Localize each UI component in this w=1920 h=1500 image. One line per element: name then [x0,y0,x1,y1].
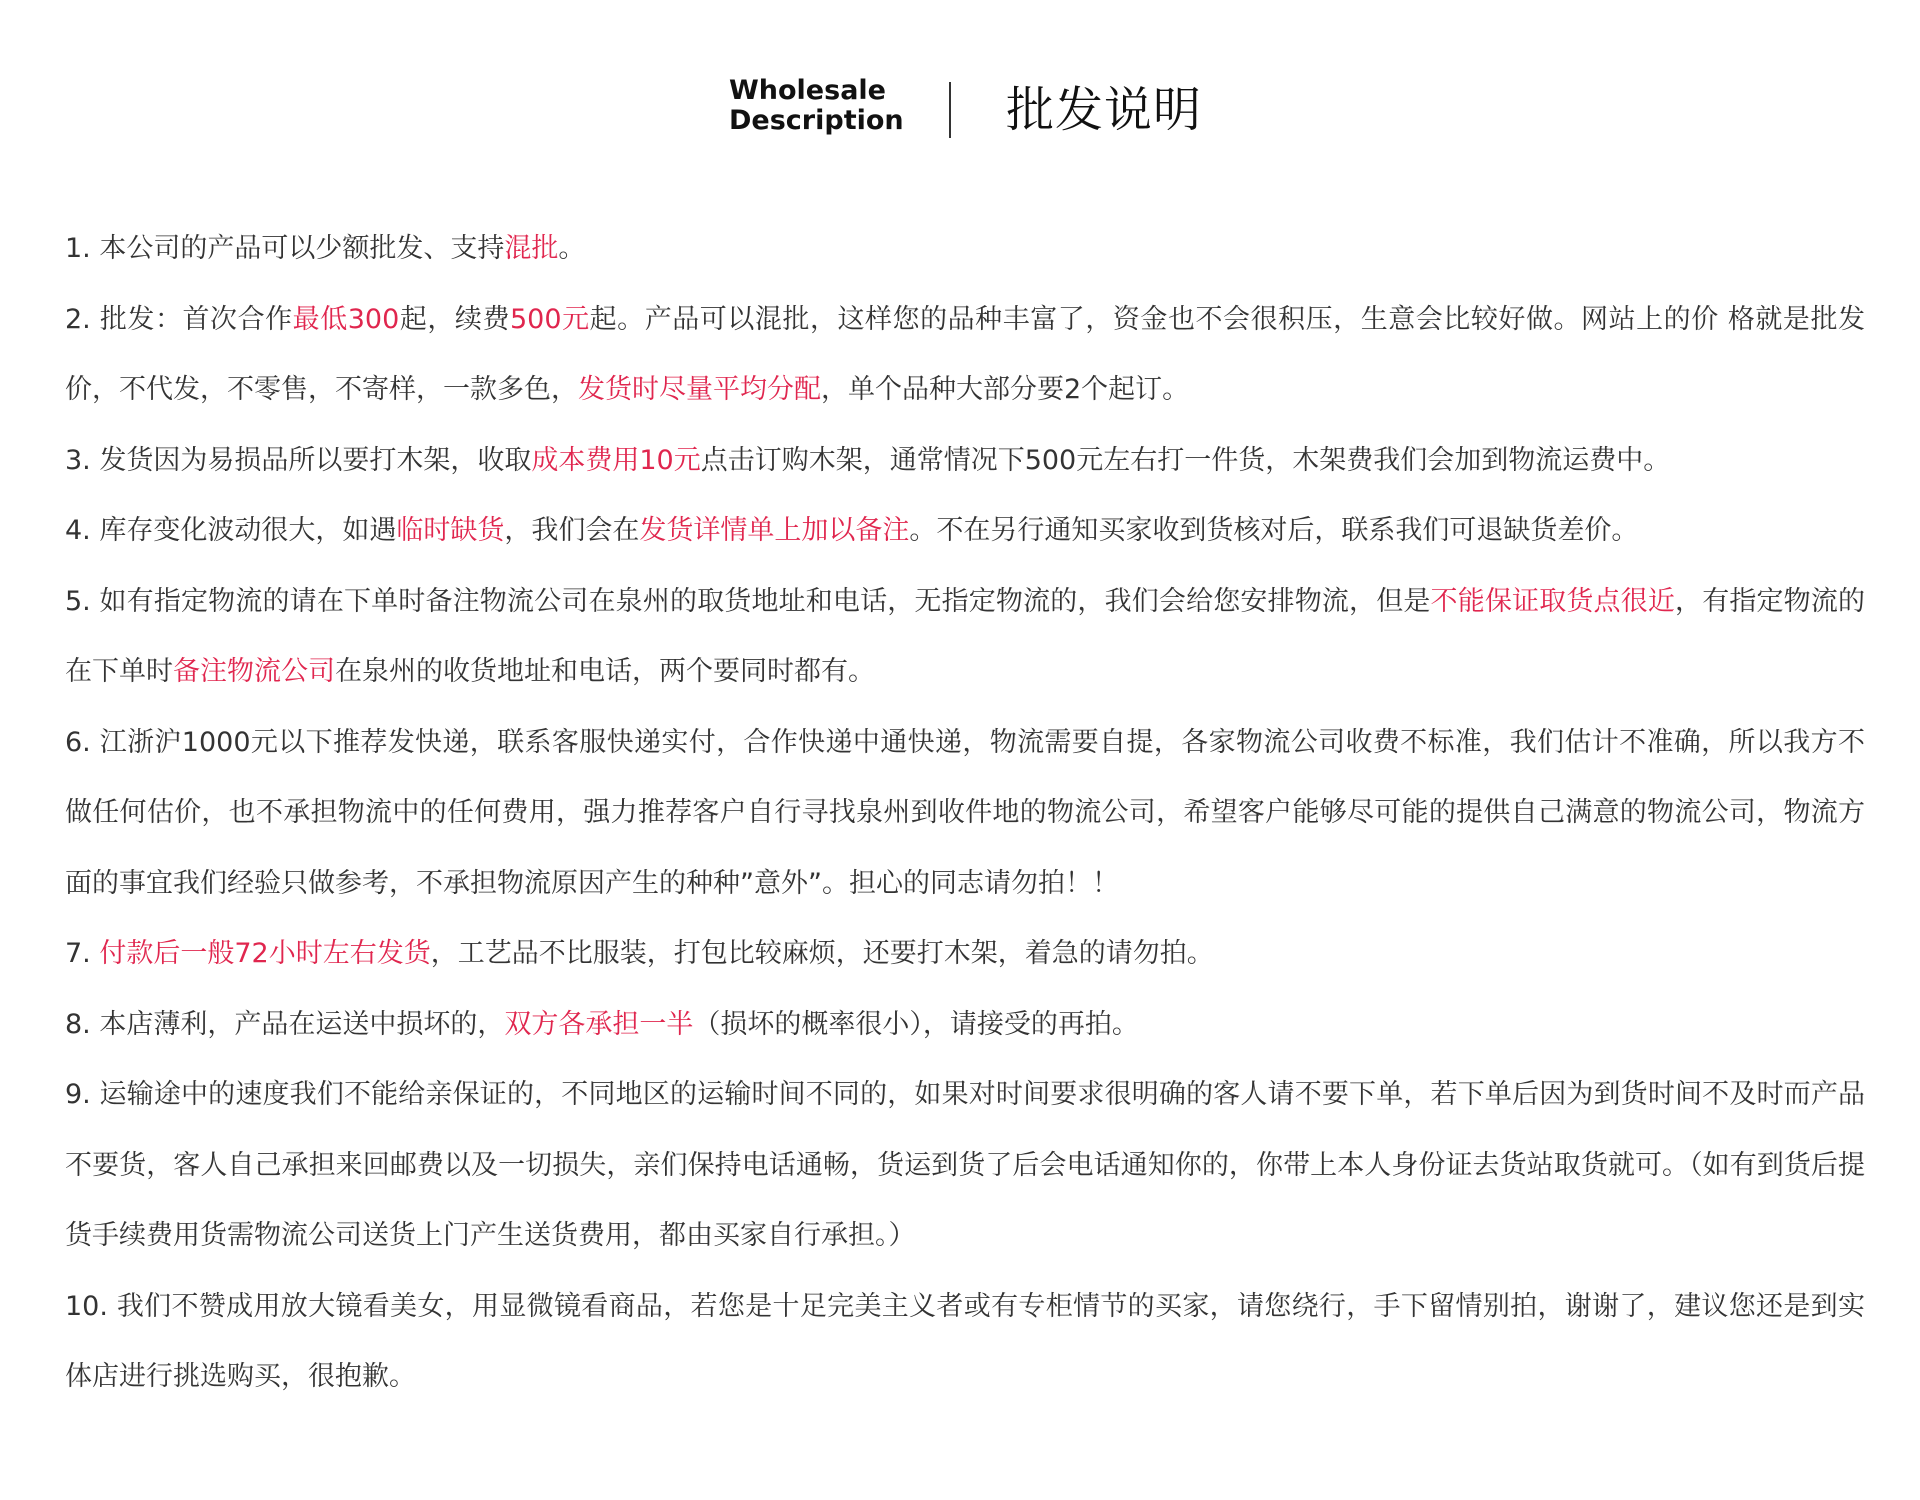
term-text: 8. 本店薄利，产品在运送中损坏的， [65,1008,505,1040]
term-text: 3. 发货因为易损品所以要打木架，收取 [65,444,532,476]
page-header [0,76,1920,142]
term-text: （损坏的概率很小），请接受的再拍。 [693,1008,1139,1040]
term-item [65,1060,1865,1272]
term-text: 2. 批发：首次合作 [65,303,293,335]
term-highlight-text: 双方各承担一半 [504,1008,694,1040]
wholesale-terms-list [65,214,1865,1413]
term-text: 起。产品可以混批，这样您的品种丰富了，资金也不会很积压，生意会比较好做。网站上的价 格就是批发价，不代发，不零售，不寄样，一款多色， [65,303,1866,405]
term-item [65,426,1865,497]
term-text: 。不在另行通知买家收到货核对后，联系我们可退缺货差价。 [909,515,1639,546]
term-highlight-text: 临时缺货 [396,515,505,546]
term-item [65,496,1865,567]
term-text: 起，续费 [399,303,510,335]
term-item [65,567,1865,708]
term-item [65,919,1865,990]
term-item [65,708,1865,920]
term-text: ，单个品种大部分要2个起订。 [821,374,1190,405]
header-title-chinese: 批发说明 [1006,82,1203,138]
term-text: 7. [65,938,100,969]
term-text: ，工艺品不比服装，打包比较麻烦，还要打木架，着急的请勿拍。 [430,938,1214,969]
term-highlight-text: 发货详情单上加以备注 [639,515,910,546]
term-highlight-text: 备注物流公司 [173,656,335,687]
term-highlight-text: 不能保证取货点很近 [1430,585,1676,617]
term-highlight-text: 混批 [504,233,559,264]
term-text: 点击订购木架，通常情况下500元左右打一件货，木架费我们会加到物流运费中。 [700,444,1671,476]
header-title-english [729,76,904,136]
term-item [65,990,1865,1061]
header-divider [949,82,951,138]
term-text: 9. 运输途中的速度我们不能给亲保证的，不同地区的运输时间不同的，如果对时间要求很明确的客人请不要下单，若下单后因为到货时间不及时而产品不要货，客人自己承担来回邮费以及一切损失，亲们保持电话通畅，货运到货了后会电话通知你的，你带上本人身份证去货站取货就可。（如有到货后提货手续费用货需物流公司送货上门产生送货费用，都由买家自行承担。） [65,1079,1865,1251]
term-text: 10. 我们不赞成用放大镜看美女，用显微镜看商品，若您是十足完美主义者或有专柜情节的买家，请您绕行，手下留情别拍，谢谢了，建议您还是到实体店进行挑选购买，很抱歉。 [65,1290,1865,1392]
term-highlight-text: 500元 [510,303,590,335]
term-highlight-text: 最低300 [292,303,400,335]
term-text: 在泉州的收货地址和电话，两个要同时都有。 [335,656,875,687]
term-text: 6. 江浙沪1000元以下推荐发快递，联系客服快递实付，合作快递中通快递，物流需要自提，各家物流公司收费不标准，我们估计不准确，所以我方不做任何估价，也不承担物流中的任何费用，强力推荐客户自行寻找泉州到收件地的物流公司，希望客户能够尽可能的提供自己满意的物流公司，物流方面的事宜我们经验只做参考，不承担物流原因产生的种种”意外”。担心的同志请勿拍！！ [65,726,1865,899]
term-text: 5. 如有指定物流的请在下单时备注物流公司在泉州的取货地址和电话，无指定物流的，我们会给您安排物流，但是 [65,585,1431,617]
term-item [65,285,1865,426]
term-item [65,1272,1865,1413]
header-title-en-line2: Description [729,105,904,136]
term-text: ，我们会在 [504,515,640,546]
term-item [65,214,1865,285]
term-text: ，有指定物流的在下单时 [65,585,1866,687]
term-highlight-text: 付款后一般72小时左右发货 [99,938,431,969]
term-text: 1. 本公司的产品可以少额批发、支持 [65,233,505,264]
term-text: 4. 库存变化波动很大，如遇 [65,515,397,546]
term-highlight-text: 成本费用10元 [531,444,701,476]
header-title-en-line1: Wholesale [729,75,886,106]
term-highlight-text: 发货时尽量平均分配 [578,374,821,405]
term-text: 。 [558,233,586,264]
